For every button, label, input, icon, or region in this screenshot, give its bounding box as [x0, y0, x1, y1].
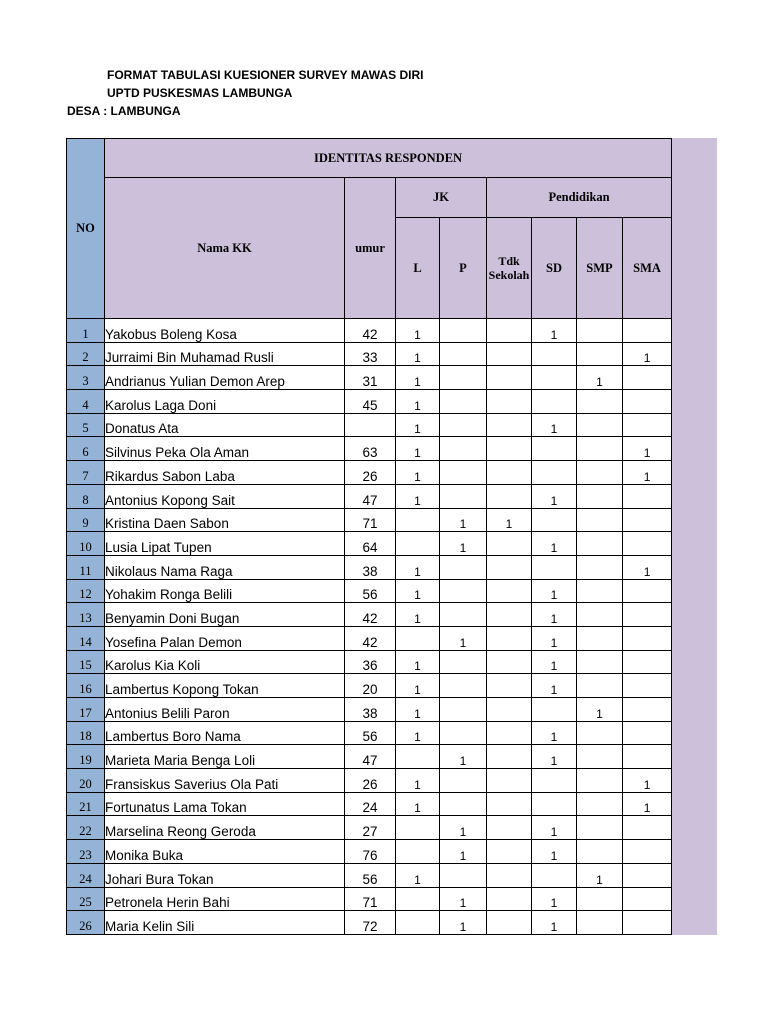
row-smp: [577, 650, 623, 674]
row-sd: [532, 555, 577, 579]
row-umur: 27: [345, 816, 396, 840]
row-nama-kk: Jurraimi Bin Muhamad Rusli: [105, 342, 345, 366]
row-nama-kk: Monika Buka: [105, 840, 345, 864]
row-no: 6: [67, 437, 105, 461]
row-sma: [623, 484, 672, 508]
row-jk-p: [440, 579, 487, 603]
row-jk-l: 1: [396, 650, 440, 674]
row-tdk-sekolah: [487, 698, 532, 722]
row-sd: [532, 792, 577, 816]
row-umur: 71: [345, 887, 396, 911]
row-umur: 63: [345, 437, 396, 461]
row-tdk-sekolah: [487, 342, 532, 366]
row-umur: 42: [345, 319, 396, 343]
row-jk-p: [440, 342, 487, 366]
row-sma: [623, 579, 672, 603]
row-jk-l: 1: [396, 342, 440, 366]
row-jk-l: [396, 840, 440, 864]
table-row: [67, 911, 672, 935]
document-subtitle: UPTD PUSKESMAS LAMBUNGA: [107, 86, 293, 100]
row-smp: 1: [577, 698, 623, 722]
row-smp: [577, 555, 623, 579]
table-row: [67, 745, 672, 769]
document-title: FORMAT TABULASI KUESIONER SURVEY MAWAS DIRI: [107, 68, 424, 82]
row-sma: [623, 840, 672, 864]
row-sma: [623, 887, 672, 911]
row-jk-l: [396, 911, 440, 935]
row-umur: 38: [345, 555, 396, 579]
row-umur: 24: [345, 792, 396, 816]
row-sd: [532, 769, 577, 793]
row-umur: 64: [345, 532, 396, 556]
row-sma: 1: [623, 769, 672, 793]
row-sd: [532, 461, 577, 485]
responden-table: [66, 138, 672, 935]
row-jk-l: 1: [396, 319, 440, 343]
row-tdk-sekolah: [487, 745, 532, 769]
row-jk-l: 1: [396, 579, 440, 603]
row-smp: [577, 674, 623, 698]
row-sma: [623, 413, 672, 437]
row-jk-l: [396, 626, 440, 650]
row-sd: 1: [532, 840, 577, 864]
row-nama-kk: Maria Kelin Sili: [105, 911, 345, 935]
row-sd: [532, 863, 577, 887]
row-nama-kk: Lambertus Kopong Tokan: [105, 674, 345, 698]
row-jk-l: 1: [396, 437, 440, 461]
row-jk-l: 1: [396, 792, 440, 816]
row-no: 18: [67, 721, 105, 745]
row-nama-kk: Kristina Daen Sabon: [105, 508, 345, 532]
table-row: [67, 863, 672, 887]
row-sd: 1: [532, 721, 577, 745]
row-sma: [623, 863, 672, 887]
row-smp: [577, 769, 623, 793]
row-umur: 56: [345, 579, 396, 603]
row-jk-p: [440, 721, 487, 745]
row-sma: [623, 603, 672, 627]
row-smp: [577, 461, 623, 485]
row-nama-kk: Yohakim Ronga Belili: [105, 579, 345, 603]
row-jk-p: [440, 603, 487, 627]
header-umur: umur: [345, 178, 396, 319]
row-no: 1: [67, 319, 105, 343]
row-umur: 71: [345, 508, 396, 532]
row-nama-kk: Marselina Reong Geroda: [105, 816, 345, 840]
row-nama-kk: Nikolaus Nama Raga: [105, 555, 345, 579]
row-jk-l: [396, 532, 440, 556]
row-jk-p: [440, 461, 487, 485]
row-sma: [623, 319, 672, 343]
row-nama-kk: Yosefina Palan Demon: [105, 626, 345, 650]
row-smp: [577, 532, 623, 556]
row-nama-kk: Fortunatus Lama Tokan: [105, 792, 345, 816]
row-jk-p: 1: [440, 532, 487, 556]
row-umur: 36: [345, 650, 396, 674]
row-no: 13: [67, 603, 105, 627]
row-nama-kk: Marieta Maria Benga Loli: [105, 745, 345, 769]
row-tdk-sekolah: [487, 437, 532, 461]
row-sma: [623, 366, 672, 390]
row-smp: [577, 579, 623, 603]
desa-label: DESA : LAMBUNGA: [67, 104, 181, 118]
row-no: 14: [67, 626, 105, 650]
row-umur: 31: [345, 366, 396, 390]
table-body: [67, 319, 672, 935]
header-smp: SMP: [577, 218, 623, 319]
row-nama-kk: Karolus Kia Koli: [105, 650, 345, 674]
header-no: NO: [67, 139, 105, 319]
row-sma: [623, 745, 672, 769]
row-sd: 1: [532, 745, 577, 769]
row-umur: 76: [345, 840, 396, 864]
row-jk-p: 1: [440, 911, 487, 935]
table-row: [67, 508, 672, 532]
row-smp: [577, 437, 623, 461]
row-smp: [577, 342, 623, 366]
row-umur: 33: [345, 342, 396, 366]
row-sd: [532, 366, 577, 390]
row-no: 7: [67, 461, 105, 485]
table-row: [67, 319, 672, 343]
row-sd: 1: [532, 603, 577, 627]
row-smp: 1: [577, 366, 623, 390]
row-jk-l: 1: [396, 863, 440, 887]
table-row: [67, 484, 672, 508]
row-sma: [623, 626, 672, 650]
row-jk-l: [396, 887, 440, 911]
row-smp: [577, 721, 623, 745]
row-jk-l: 1: [396, 484, 440, 508]
row-sd: [532, 508, 577, 532]
row-sd: 1: [532, 413, 577, 437]
row-jk-p: 1: [440, 816, 487, 840]
row-sma: [623, 911, 672, 935]
row-sd: [532, 390, 577, 414]
row-sma: 1: [623, 437, 672, 461]
row-umur: 38: [345, 698, 396, 722]
row-nama-kk: Yakobus Boleng Kosa: [105, 319, 345, 343]
row-no: 20: [67, 769, 105, 793]
row-smp: [577, 792, 623, 816]
row-sd: [532, 342, 577, 366]
table-row: [67, 390, 672, 414]
row-smp: [577, 508, 623, 532]
row-nama-kk: Rikardus Sabon Laba: [105, 461, 345, 485]
row-no: 17: [67, 698, 105, 722]
row-no: 8: [67, 484, 105, 508]
row-jk-p: [440, 674, 487, 698]
row-sma: [623, 532, 672, 556]
row-jk-l: 1: [396, 555, 440, 579]
table-row: [67, 555, 672, 579]
row-jk-l: 1: [396, 461, 440, 485]
row-umur: 56: [345, 863, 396, 887]
row-jk-p: [440, 650, 487, 674]
row-jk-l: 1: [396, 698, 440, 722]
row-jk-l: 1: [396, 413, 440, 437]
row-smp: [577, 911, 623, 935]
row-smp: 1: [577, 863, 623, 887]
row-jk-p: 1: [440, 887, 487, 911]
row-sma: [623, 721, 672, 745]
row-umur: 20: [345, 674, 396, 698]
row-tdk-sekolah: [487, 484, 532, 508]
row-no: 11: [67, 555, 105, 579]
row-sd: 1: [532, 319, 577, 343]
row-smp: [577, 816, 623, 840]
table-row: [67, 816, 672, 840]
row-nama-kk: Donatus Ata: [105, 413, 345, 437]
row-umur: 42: [345, 603, 396, 627]
row-jk-p: [440, 769, 487, 793]
row-tdk-sekolah: [487, 579, 532, 603]
row-nama-kk: Benyamin Doni Bugan: [105, 603, 345, 627]
row-tdk-sekolah: [487, 911, 532, 935]
row-tdk-sekolah: [487, 626, 532, 650]
row-no: 23: [67, 840, 105, 864]
row-tdk-sekolah: [487, 840, 532, 864]
row-sd: 1: [532, 484, 577, 508]
row-no: 3: [67, 366, 105, 390]
table-row: [67, 579, 672, 603]
row-sd: 1: [532, 532, 577, 556]
row-jk-p: [440, 698, 487, 722]
table-row: [67, 721, 672, 745]
row-sd: 1: [532, 674, 577, 698]
header-sd: SD: [532, 218, 577, 319]
row-no: 25: [67, 887, 105, 911]
row-tdk-sekolah: [487, 721, 532, 745]
row-sma: [623, 816, 672, 840]
row-jk-p: 1: [440, 508, 487, 532]
row-no: 16: [67, 674, 105, 698]
row-jk-p: [440, 863, 487, 887]
row-no: 12: [67, 579, 105, 603]
header-pendidikan: Pendidikan: [487, 178, 672, 218]
row-tdk-sekolah: [487, 532, 532, 556]
row-jk-l: 1: [396, 366, 440, 390]
row-sma: [623, 390, 672, 414]
row-sma: 1: [623, 461, 672, 485]
row-jk-p: [440, 484, 487, 508]
row-sma: 1: [623, 342, 672, 366]
row-tdk-sekolah: [487, 366, 532, 390]
row-jk-l: 1: [396, 390, 440, 414]
row-no: 5: [67, 413, 105, 437]
header-sma: SMA: [623, 218, 672, 319]
header-l: L: [396, 218, 440, 319]
row-no: 10: [67, 532, 105, 556]
row-sma: 1: [623, 792, 672, 816]
row-sma: [623, 698, 672, 722]
row-sma: [623, 650, 672, 674]
row-jk-p: [440, 555, 487, 579]
row-sma: 1: [623, 555, 672, 579]
row-tdk-sekolah: [487, 674, 532, 698]
table-row: [67, 342, 672, 366]
row-tdk-sekolah: [487, 413, 532, 437]
row-umur: 47: [345, 484, 396, 508]
table-row: [67, 887, 672, 911]
row-no: 9: [67, 508, 105, 532]
table-row: [67, 461, 672, 485]
row-sd: 1: [532, 911, 577, 935]
row-jk-l: 1: [396, 721, 440, 745]
row-no: 22: [67, 816, 105, 840]
row-no: 24: [67, 863, 105, 887]
row-sma: [623, 508, 672, 532]
row-tdk-sekolah: [487, 461, 532, 485]
row-tdk-sekolah: [487, 555, 532, 579]
table-row: [67, 437, 672, 461]
row-nama-kk: Petronela Herin Bahi: [105, 887, 345, 911]
header-tdk-sekolah: Tdk Sekolah: [487, 218, 532, 319]
table-row: [67, 769, 672, 793]
row-umur: 26: [345, 769, 396, 793]
row-sd: [532, 698, 577, 722]
row-tdk-sekolah: [487, 769, 532, 793]
row-nama-kk: Andrianus Yulian Demon Arep: [105, 366, 345, 390]
row-jk-l: 1: [396, 603, 440, 627]
row-jk-p: [440, 413, 487, 437]
row-sd: 1: [532, 887, 577, 911]
row-smp: [577, 840, 623, 864]
row-nama-kk: Fransiskus Saverius Ola Pati: [105, 769, 345, 793]
row-tdk-sekolah: [487, 887, 532, 911]
table-row: [67, 698, 672, 722]
row-nama-kk: Lusia Lipat Tupen: [105, 532, 345, 556]
row-sd: 1: [532, 579, 577, 603]
row-jk-p: [440, 319, 487, 343]
row-jk-p: [440, 390, 487, 414]
row-smp: [577, 626, 623, 650]
row-sd: 1: [532, 650, 577, 674]
row-jk-l: [396, 508, 440, 532]
row-no: 15: [67, 650, 105, 674]
row-umur: 26: [345, 461, 396, 485]
row-umur: 42: [345, 626, 396, 650]
row-sma: [623, 674, 672, 698]
table-row: [67, 674, 672, 698]
table-row: [67, 366, 672, 390]
row-nama-kk: Lambertus Boro Nama: [105, 721, 345, 745]
row-umur: 56: [345, 721, 396, 745]
row-tdk-sekolah: [487, 816, 532, 840]
row-tdk-sekolah: [487, 319, 532, 343]
header-nama-kk: Nama KK: [105, 178, 345, 319]
row-smp: [577, 319, 623, 343]
header-p: P: [440, 218, 487, 319]
table-row: [67, 603, 672, 627]
row-tdk-sekolah: 1: [487, 508, 532, 532]
row-no: 26: [67, 911, 105, 935]
row-sd: 1: [532, 816, 577, 840]
row-jk-p: [440, 792, 487, 816]
row-umur: 45: [345, 390, 396, 414]
row-umur: 72: [345, 911, 396, 935]
row-smp: [577, 390, 623, 414]
row-jk-p: [440, 366, 487, 390]
row-tdk-sekolah: [487, 390, 532, 414]
row-umur: 47: [345, 745, 396, 769]
row-smp: [577, 413, 623, 437]
row-sd: 1: [532, 626, 577, 650]
row-jk-l: 1: [396, 769, 440, 793]
row-nama-kk: Antonius Kopong Sait: [105, 484, 345, 508]
table-row: [67, 532, 672, 556]
row-nama-kk: Silvinus Peka Ola Aman: [105, 437, 345, 461]
row-jk-p: 1: [440, 840, 487, 864]
row-tdk-sekolah: [487, 603, 532, 627]
row-jk-p: 1: [440, 745, 487, 769]
row-no: 4: [67, 390, 105, 414]
table-row: [67, 413, 672, 437]
row-nama-kk: Antonius Belili Paron: [105, 698, 345, 722]
row-sd: [532, 437, 577, 461]
row-no: 21: [67, 792, 105, 816]
row-tdk-sekolah: [487, 792, 532, 816]
row-no: 19: [67, 745, 105, 769]
row-smp: [577, 484, 623, 508]
row-jk-l: 1: [396, 674, 440, 698]
header-identitas-responden: IDENTITAS RESPONDEN: [105, 139, 672, 178]
row-jk-l: [396, 816, 440, 840]
row-jk-l: [396, 745, 440, 769]
row-nama-kk: Johari Bura Tokan: [105, 863, 345, 887]
header-background-strip: [671, 138, 717, 935]
row-jk-p: [440, 437, 487, 461]
row-tdk-sekolah: [487, 650, 532, 674]
table-row: [67, 792, 672, 816]
row-umur: [345, 413, 396, 437]
row-smp: [577, 887, 623, 911]
table-row: [67, 626, 672, 650]
row-no: 2: [67, 342, 105, 366]
table-row: [67, 840, 672, 864]
row-smp: [577, 745, 623, 769]
row-smp: [577, 603, 623, 627]
header-jk: JK: [396, 178, 487, 218]
row-jk-p: 1: [440, 626, 487, 650]
row-tdk-sekolah: [487, 863, 532, 887]
table-row: [67, 650, 672, 674]
row-nama-kk: Karolus Laga Doni: [105, 390, 345, 414]
